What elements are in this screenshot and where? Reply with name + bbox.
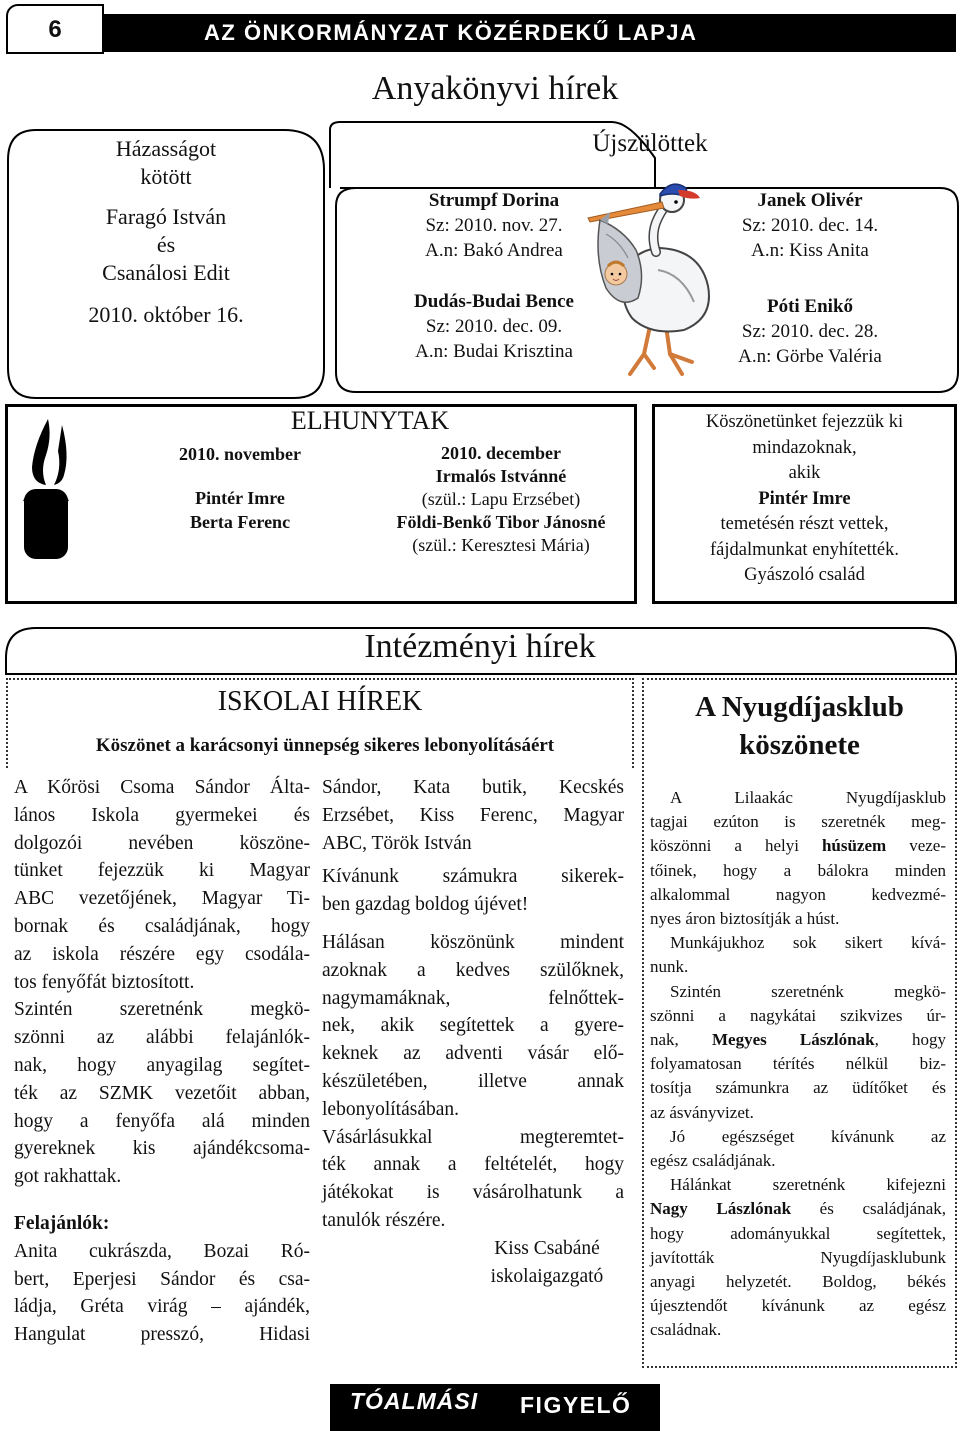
newborn-left-1 [396,188,592,263]
school-text-line: lános Iskola gyermekei és [14,804,310,826]
school-signature-name: Kiss Csabáné [494,1237,600,1259]
pension-line: Munkájukhoz sok sikert kívá- [670,933,946,953]
newborn-name: Strumpf Dorina [428,190,560,211]
school-text-line: Kívánunk számukra sikerek- [322,866,624,888]
marriage-name-1: Faragó István [105,204,227,229]
school-column-2 [322,774,624,1290]
marriage-name-2: Csanálosi Edit [102,260,230,285]
pension-line: alkalommal nagyon kedvezmé- [650,884,946,904]
pension-line: nyes áron biztosítják a húst. [650,909,840,929]
deceased-month: 2010. november [179,444,301,464]
school-signature-title: iskolaigazgató [490,1265,604,1287]
school-text-line: ben gazdag boldog újévet! [322,894,529,916]
school-text-line: ték az SZMK vezetőit abban, [14,1082,310,1104]
pension-line: tagjai ezúton is szeretnék meg- [650,812,946,832]
pension-line: nunk. [650,957,689,977]
school-text-line: tanulók részére. [322,1209,446,1231]
pension-line: tőinek, hogy a bálokra minden [650,860,946,880]
pension-line: Szintén szeretnénk megkö- [670,981,946,1001]
newborn-name: Dudás-Budai Bence [414,291,574,312]
newborn-left-2 [396,289,592,364]
thanks-line: fájdalmunkat enyhítették. [709,539,900,560]
page-number: 6 [48,16,62,43]
school-text-line: tos fenyőfát biztosított. [14,971,195,993]
school-text-line: Erzsébet, Kiss Ferenc, Magyar [322,804,624,826]
newborn-date: Sz: 2010. nov. 27. [425,215,563,236]
footer-left: TÓALMÁSI [350,1388,479,1414]
offerer-line: Anita cukrászda, Bozai Ró- [14,1240,310,1262]
school-heading: ISKOLAI HÍREK [217,686,423,717]
school-text-line: az iskola részére egy csodála- [14,943,310,965]
pension-club-title-line: köszönete [739,729,860,761]
pension-line: köszönni a helyi húsüzem veze- [650,836,946,856]
thanks-text [652,410,957,589]
deceased-name: Berta Ferenc [189,512,291,532]
school-text-line: ABC, Török István [322,832,472,854]
pension-line: folyamatosan térítés nélkül biz- [650,1054,946,1074]
thanks-line: mindazoknak, [752,437,857,458]
deceased-title: ELHUNYTAK [290,406,450,435]
offerer-line: bert, Eperjesi Sándor és csa- [14,1268,310,1290]
thanks-line: Köszönetünket fejezzük ki [705,412,904,432]
school-subheading: Köszönet a karácsonyi ünnepség sikeres lebonyolításáért [95,735,555,756]
school-text-line: azoknak a kedves szülőknek, [322,959,624,981]
newborn-mother: A.n: Görbe Valéria [738,346,882,367]
pension-line: családnak. [650,1320,722,1340]
offerer-line: ládja, Gréta virág – ajándék, [14,1296,310,1318]
school-text-line: gyereknek kis ajándékcsoma- [14,1138,310,1160]
school-text-line: dolgozói nevében köszöne- [14,832,310,854]
newborn-mother: A.n: Budai Krisztina [415,341,573,362]
pension-line: anyagi helyzetét. Boldog, békés [650,1272,946,1292]
pension-line: nak, Megyes Lászlónak, hogy [650,1030,946,1050]
school-text-line: bornak és családjának, hogy [14,915,310,937]
school-text-line: szönni az alábbi felajánlók- [14,1027,310,1049]
newborn-name: Póti Enikő [766,296,854,317]
school-text-line: játékokat is vásárolhatunk a [322,1182,624,1204]
newborn-mother: A.n: Kiss Anita [751,240,869,261]
thanks-line: temetésén részt vettek, [720,514,889,534]
deceased-month: 2010. december [441,443,561,463]
school-text-line: Szintén szeretnénk megkö- [14,999,310,1021]
marriage-heading-2: kötött [140,164,192,189]
pension-club-title [642,688,957,764]
deceased-name: Pintér Imre [195,488,285,508]
school-text-line: A Kőrösi Csoma Sándor Álta- [14,777,310,798]
school-text-line: készületében, illetve annak [322,1070,624,1092]
newborns-title: Újszülöttek [592,130,708,157]
pension-line: Jó egészséget kívánunk az [670,1126,946,1146]
newborn-date: Sz: 2010. dec. 09. [425,316,563,337]
school-text-line: keknek az adventi vásár elő- [322,1043,624,1065]
pension-line: az ásványvizet. [650,1102,754,1122]
school-text-line: lebonyolításában. [322,1098,460,1120]
school-text-line: Vásárlásukkal megteremtet- [322,1126,624,1148]
newborn-right-2 [712,294,908,369]
offerers [14,1190,310,1349]
pension-line: tosítja számunkra az üdítőket és [650,1078,946,1098]
school-column-1 [14,774,310,1191]
school-text-line: nak, hogy anyagilag segítet- [14,1054,310,1076]
deceased-maiden: (szül.: Keresztesi Mária) [412,535,590,555]
school-text-line: nek, akik segítettek a gyere- [322,1015,624,1037]
offerers-label: Felajánlók: [14,1213,110,1234]
pension-line: szönni a nagykátai szikvizes úr- [650,1005,946,1025]
newborn-date: Sz: 2010. dec. 14. [741,215,879,236]
marriage-date: 2010. október 16. [88,302,244,327]
school-text-line: ték annak a feltételét, hogy [322,1154,624,1176]
marriage-box [8,135,324,329]
deceased-november [140,442,340,534]
stork-icon [580,178,720,380]
deceased-december [376,442,626,557]
marriage-and: és [156,232,176,257]
intezmenyi-title: Intézményi hírek [364,628,596,665]
pension-line: A Lilaakác Nyugdíjasklub [670,788,946,807]
pension-line: javították Nyugdíjasklubunk [650,1247,946,1267]
school-text-line: Sándor, Kata butik, Kecskés [322,777,624,798]
footer-right: FIGYELŐ [520,1392,632,1418]
school-text-line: ABC vezetőjének, Magyar Ti- [14,888,310,910]
anyakonyv-title: Anyakönyvi hírek [371,70,619,107]
newborn-date: Sz: 2010. dec. 28. [741,321,879,342]
school-text-line: tünket fejezzük ki Magyar [14,860,310,882]
pension-line: hogy adományukkal segítettek, [650,1223,946,1243]
pension-line: Nagy Lászlónak és családjának, [650,1199,946,1219]
candle-icon [18,415,76,565]
thanks-line: akik [788,463,821,483]
deceased-name: Irmalós Istvánné [435,466,567,486]
newborn-mother: A.n: Bakó Andrea [425,240,563,261]
newborn-name: Janek Olivér [757,190,863,211]
newspaper-title: AZ ÖNKORMÁNYZAT KÖZÉRDEKŰ LAPJA [204,20,698,45]
thanks-name: Pintér Imre [758,488,851,509]
school-text-line: Hálásan köszönünk mindent [322,931,624,953]
pension-line: újesztendőt kívánunk az egész [650,1296,946,1316]
school-text-line: hogy a fenyőfa alá minden [14,1110,310,1132]
deceased-name: Földi-Benkő Tibor Jánosné [396,512,606,532]
newborn-right-1 [712,188,908,263]
offerer-line: Hangulat presszó, Hidasi [14,1324,310,1346]
pension-club-text [650,786,946,1343]
school-text-line: nagymamáknak, felnőttek- [322,987,624,1009]
school-text-line: got rakhattak. [14,1166,122,1188]
pension-club-title-line: A Nyugdíjasklub [695,691,904,723]
marriage-heading: Házasságot [115,136,217,161]
pension-line: Hálánkat szeretnénk kifejezni [670,1175,946,1195]
thanks-signature: Gyászoló család [744,565,865,585]
pension-line: egész családjának. [650,1151,776,1171]
deceased-maiden: (szül.: Lapu Erzsébet) [421,489,581,509]
